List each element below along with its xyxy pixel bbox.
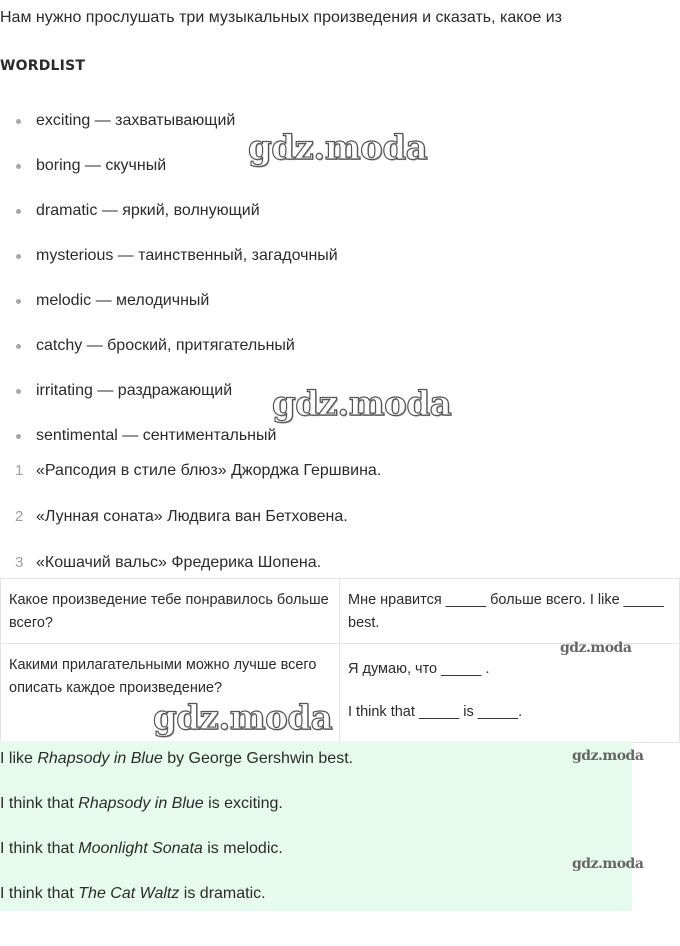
answer-text: I think that [0, 795, 79, 812]
answer-text: I think that [0, 885, 79, 902]
answer-title: Moonlight Sonata [78, 840, 203, 857]
list-item [0, 290, 338, 335]
answer-text: by George Gershwin best. [162, 750, 354, 767]
work-title: «Кошачий вальс» Фредерика Шопена. [36, 554, 322, 571]
bullet-icon [16, 389, 21, 394]
watermark-logo: gdz.moda [560, 640, 632, 656]
item-number: 2 [15, 508, 24, 525]
answer-cell [340, 579, 680, 644]
intro-text: Нам нужно прослушать три музыкальных произведения и сказать, какое из [0, 9, 562, 26]
answer-title: The Cat Waltz [78, 885, 180, 902]
prompts-table [0, 578, 680, 743]
list-item [0, 460, 381, 506]
bullet-icon [16, 164, 21, 169]
item-number: 1 [15, 462, 24, 479]
table-row [1, 579, 680, 644]
wordlist-item-label: dramatic — яркий, волнующий [36, 202, 260, 219]
item-number: 3 [15, 554, 24, 571]
answers-block [0, 741, 632, 911]
question-cell: Какими прилагательными можно лучше всего описать каждое произведение? [1, 644, 340, 743]
answer-text: I think that [0, 840, 79, 857]
answer-title: Rhapsody in Blue [37, 750, 163, 767]
wordlist-item-label: mysterious — таинственный, загадочный [36, 247, 338, 264]
answer-title: Rhapsody in Blue [78, 795, 204, 812]
wordlist-item-label: sentimental — сентиментальный [36, 427, 277, 444]
list-item [0, 506, 381, 552]
answer-text: is exciting. [203, 795, 283, 812]
watermark-logo: gdz.moda [572, 748, 644, 764]
answer-text: is melodic. [202, 840, 283, 857]
list-item [0, 200, 338, 245]
wordlist-item-label: melodic — мелодичный [36, 292, 210, 309]
wordlist-item-label: irritating — раздражающий [36, 382, 233, 399]
watermark-logo: gdz.moda [272, 384, 452, 424]
bullet-icon [16, 344, 21, 349]
wordlist-item-label: boring — скучный [36, 157, 167, 174]
watermark-logo: gdz.moda [153, 698, 333, 738]
answer-text: I like [0, 750, 38, 767]
work-title: «Рапсодия в стиле блюз» Джорджа Гершвина. [36, 462, 382, 479]
bullet-icon [16, 209, 21, 214]
answer-template: Я думаю, что _____ . [348, 661, 490, 677]
answer-line [0, 793, 283, 815]
question-cell: Какое произведение тебе понравилось больше всего? [1, 579, 340, 644]
answer-template: Мне нравится _____ больше всего. I like _____ best. [348, 592, 664, 631]
list-item [0, 335, 338, 380]
list-item [0, 245, 338, 290]
wordlist-heading: WORDLIST [0, 58, 86, 74]
answer-cell [340, 644, 680, 743]
wordlist-item-label: catchy — броский, притягательный [36, 337, 295, 354]
bullet-icon [16, 434, 21, 439]
bullet-icon [16, 299, 21, 304]
answer-template: I think that _____ is _____. [348, 704, 523, 720]
watermark-logo: gdz.moda [248, 128, 428, 168]
table-row [1, 644, 680, 743]
watermark-logo: gdz.moda [572, 856, 644, 872]
work-title: «Лунная соната» Людвига ван Бетховена. [36, 508, 348, 525]
bullet-icon [16, 254, 21, 259]
bullet-icon [16, 119, 21, 124]
wordlist-item-label: exciting — захватывающий [36, 112, 236, 129]
answer-line [0, 748, 353, 770]
answer-text: is dramatic. [179, 885, 266, 902]
answer-line [0, 838, 283, 860]
answer-line [0, 883, 266, 905]
